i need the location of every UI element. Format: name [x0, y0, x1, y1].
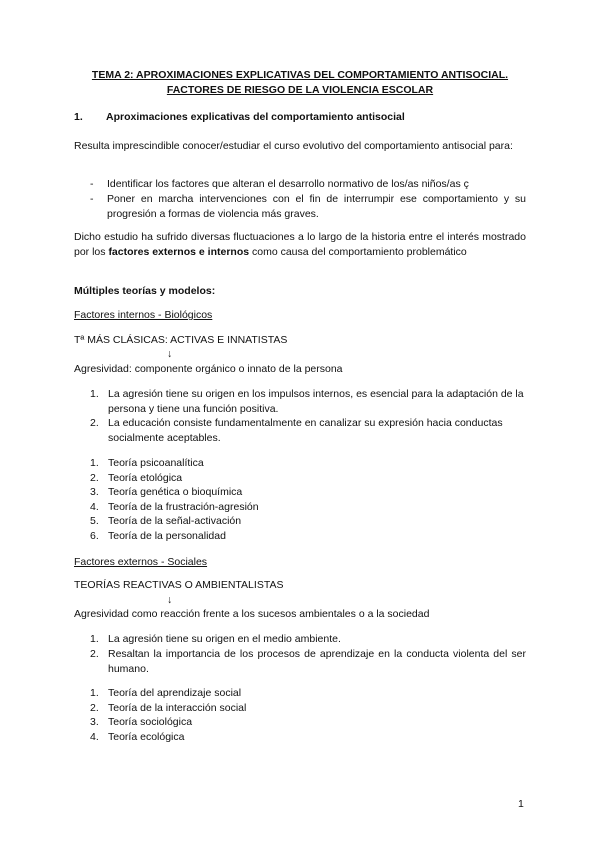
list-item-text: Teoría de la personalidad: [108, 530, 226, 542]
intro-paragraph: Resulta imprescindible conocer/estudiar el curso evolutivo del comportamiento antisocial para:: [74, 140, 513, 152]
dash-marker: -: [90, 193, 94, 205]
list-item-text: La educación consiste fundamentalmente en canalizar su expresión hacia conductas socialmente aceptables.: [108, 417, 503, 444]
list-number: 1.: [90, 388, 99, 400]
list-item-text: Teoría etológica: [108, 472, 183, 484]
list-number: 2.: [90, 648, 99, 660]
external-factors-heading: Factores externos - Sociales: [74, 556, 208, 568]
list-item-text: Identificar los factores que alteran el desarrollo normativo de los/as niños/as ç: [107, 178, 469, 190]
down-arrow-icon: ↓: [167, 348, 173, 360]
list-item: [74, 192, 526, 222]
list-item-text: La agresión tiene su origen en los impulsos internos, es esencial para la adaptación de la persona y tiene una función positiva.: [108, 388, 524, 415]
list-number: 1.: [90, 457, 99, 469]
list-item-text: Teoría sociológica: [108, 716, 193, 728]
down-arrow-icon: ↓: [167, 594, 173, 606]
list-item-text: Teoría genética o bioquímica: [108, 486, 243, 498]
external-definition: Agresividad como reacción frente a los sucesos ambientales o a la sociedad: [74, 608, 430, 620]
list-item: [74, 177, 526, 192]
study-paragraph: [74, 230, 526, 259]
theories-heading: Múltiples teorías y modelos:: [74, 285, 216, 297]
list-item: [74, 387, 526, 417]
dash-marker: -: [90, 178, 94, 190]
internal-definition: Agresividad: componente orgánico o innato de la persona: [74, 363, 343, 375]
list-number: 2.: [90, 417, 99, 429]
list-item-text: Teoría psicoanalítica: [108, 457, 204, 469]
list-number: 5.: [90, 515, 99, 527]
list-number: 1.: [90, 633, 99, 645]
external-subtitle: TEORÍAS REACTIVAS O AMBIENTALISTAS: [74, 579, 284, 591]
list-number: 2.: [90, 702, 99, 714]
list-item: [74, 647, 526, 677]
internal-subtitle: Tª MÁS CLÁSICAS: ACTIVAS E INNATISTAS: [74, 334, 288, 346]
list-number: 3.: [90, 716, 99, 728]
list-item-text: Teoría del aprendizaje social: [108, 687, 242, 699]
list-item-text: Teoría ecológica: [108, 731, 185, 743]
internal-factors-heading: Factores internos - Biológicos: [74, 309, 213, 321]
list-number: 4.: [90, 501, 99, 513]
list-number: 1.: [90, 687, 99, 699]
list-number: 3.: [90, 486, 99, 498]
list-item: [74, 416, 526, 446]
study-text-end: como causa del comportamiento problemático: [249, 245, 467, 258]
list-item-text: La agresión tiene su origen en el medio ambiente.: [108, 633, 341, 645]
section-heading: [74, 110, 405, 125]
list-item-text: Poner en marcha intervenciones con el fin de interrumpir ese comportamiento y su progresión a formas de violencia más graves.: [107, 193, 526, 220]
study-text-bold: factores externos e internos: [108, 245, 250, 258]
list-item-text: Resaltan la importancia de los procesos de aprendizaje en la conducta violenta del ser humano.: [108, 648, 526, 675]
list-number: 6.: [90, 530, 99, 542]
study-text-start: Dicho estudio ha sufrido diversas fluctuaciones a lo largo de la historia entre el interés mostrado por los: [74, 231, 526, 258]
list-item-text: Teoría de la señal-activación: [108, 515, 242, 527]
document-title-line-1: TEMA 2: APROXIMACIONES EXPLICATIVAS DEL COMPORTAMIENTO ANTISOCIAL.: [91, 69, 509, 81]
list-item-text: Teoría de la interacción social: [108, 702, 247, 714]
list-number: 2.: [90, 472, 99, 484]
section-heading-text: Aproximaciones explicativas del comportamiento antisocial: [106, 111, 405, 123]
list-item-text: Teoría de la frustración-agresión: [108, 501, 259, 513]
list-number: 4.: [90, 731, 99, 743]
page-number: 1: [518, 798, 524, 810]
section-number: 1.: [74, 111, 83, 123]
document-title-line-2: FACTORES DE RIESGO DE LA VIOLENCIA ESCOLAR: [166, 84, 434, 96]
